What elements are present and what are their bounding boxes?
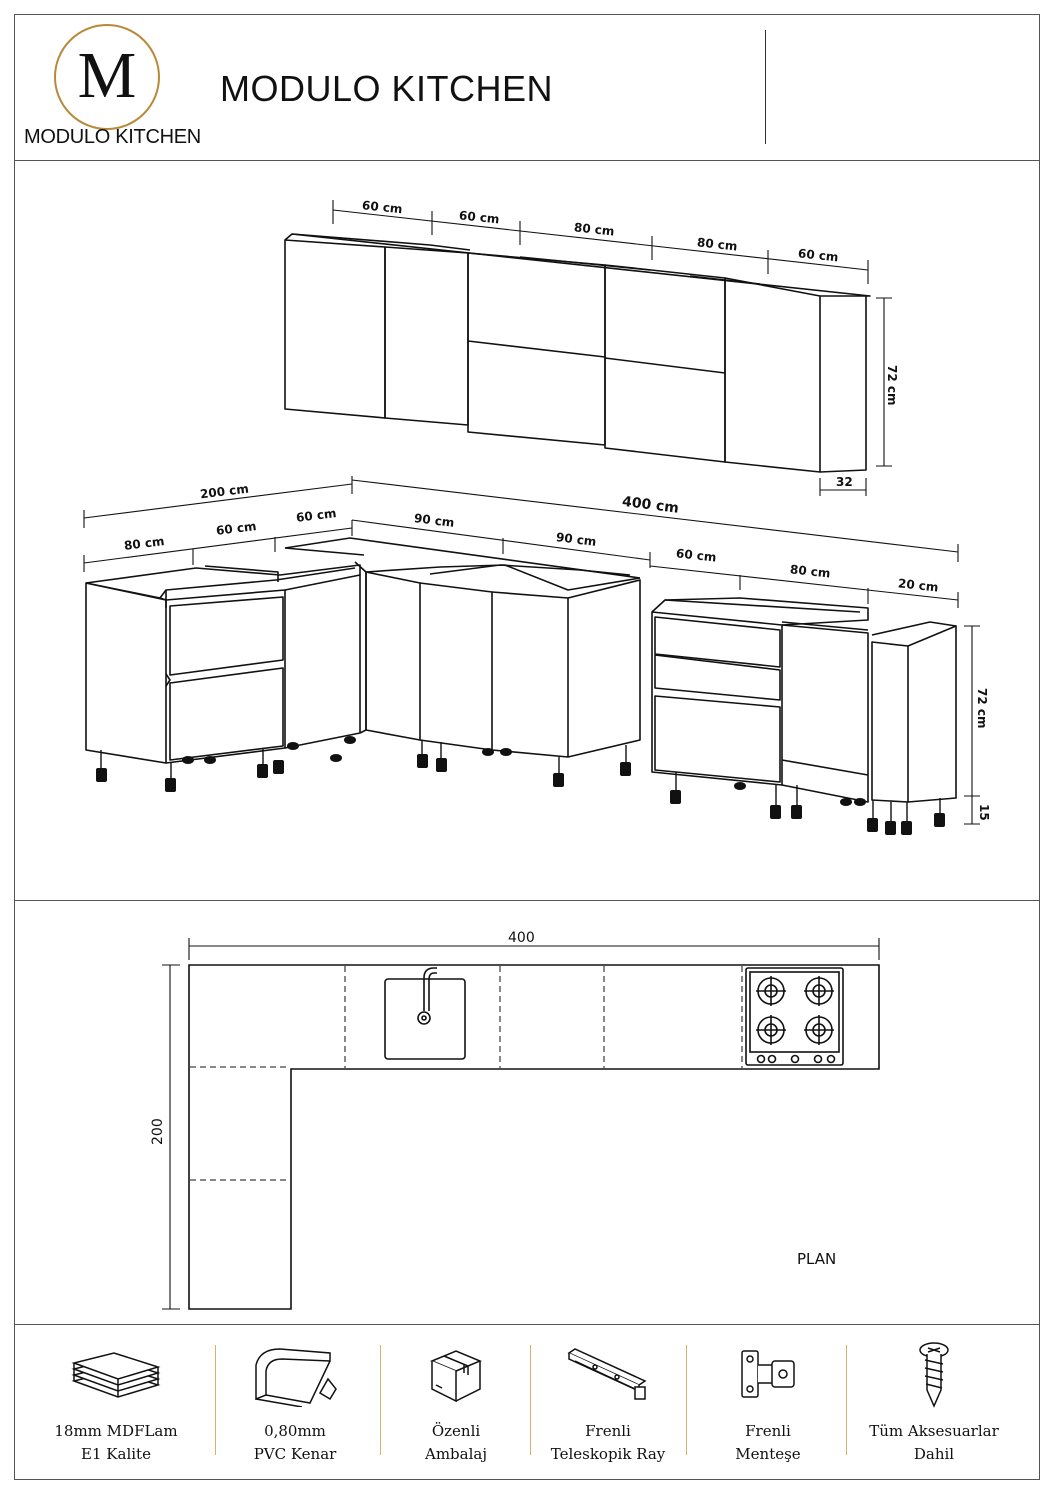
feature-mdf-line1: 18mm MDFLam [54,1422,178,1440]
base-overall-left-label: 200 cm [199,481,250,502]
feature-accessories-line2: Dahil [913,1445,955,1463]
base-left-width-label-3: 60 cm [295,506,338,525]
upper-width-label-1: 60 cm [361,198,404,217]
upper-width-label-2: 60 cm [458,208,501,227]
feature-rail [528,1338,688,1466]
countertop-outline [189,965,879,1309]
base-cabinet-left-group [86,548,364,763]
sink-icon [385,968,465,1059]
plan-label: PLAN [797,1250,837,1268]
cooktop-icon [746,968,843,1065]
page-title: MODULO KITCHEN [220,68,554,109]
base-right-width-label-5: 20 cm [897,576,940,595]
leg-height-label: 15 [977,804,991,821]
upper-depth-label: 32 [836,475,853,489]
upper-height-label: 72 cm [885,365,899,406]
feature-pvc-line1: 0,80mm [264,1422,326,1440]
base-right-width-label-4: 80 cm [789,562,832,581]
logo-caption: MODULO KITCHEN [24,126,201,148]
feature-package [376,1338,536,1466]
screw-icon [854,1338,1014,1412]
base-overall-right-label: 400 cm [621,493,680,517]
telescopic-rail-icon [528,1338,688,1412]
base-height-label: 72 cm [975,688,989,729]
feature-pvc [215,1338,375,1466]
pvc-edge-icon [215,1338,375,1412]
hinge-icon [688,1338,848,1412]
feature-accessories-line1: Tüm Aksesuarlar [869,1422,999,1440]
upper-width-label-4: 80 cm [696,235,739,254]
base-right-width-label-3: 60 cm [675,546,718,565]
feature-rail-line1: Frenli [585,1422,631,1440]
plan-drawing [0,900,1055,1324]
feature-mdf [36,1338,196,1466]
base-left-width-label-1: 80 cm [123,534,166,553]
logo-letter: M [77,39,137,112]
leg-feet [96,736,945,835]
upper-width-label-3: 80 cm [573,220,616,239]
feature-package-line1: Özenli [431,1422,481,1440]
upper-cabinet-row [285,234,870,472]
feature-hinge [688,1338,848,1466]
mdf-boards-icon [36,1338,196,1412]
feature-accessories [854,1338,1014,1466]
feature-package-line2: Ambalaj [425,1445,487,1463]
plan-width-label: 400 [508,930,535,946]
cabinet-legs [101,740,940,832]
feature-mdf-line2: E1 Kalite [81,1445,151,1463]
feature-rail-line2: Teleskopik Ray [550,1445,666,1463]
base-cabinet-right-group [652,598,956,802]
plan-depth-label: 200 [150,1118,166,1145]
feature-hinge-line2: Menteşe [735,1445,801,1463]
upper-width-label-5: 60 cm [797,246,840,265]
plan-features-divider [14,1324,1040,1325]
feature-pvc-line2: PVC Kenar [253,1445,337,1463]
base-left-width-label-2: 60 cm [215,519,258,538]
base-right-width-label-2: 90 cm [555,530,598,549]
base-right-width-label-1: 90 cm [413,511,456,530]
feature-hinge-line1: Frenli [745,1422,791,1440]
package-box-icon [376,1338,536,1412]
